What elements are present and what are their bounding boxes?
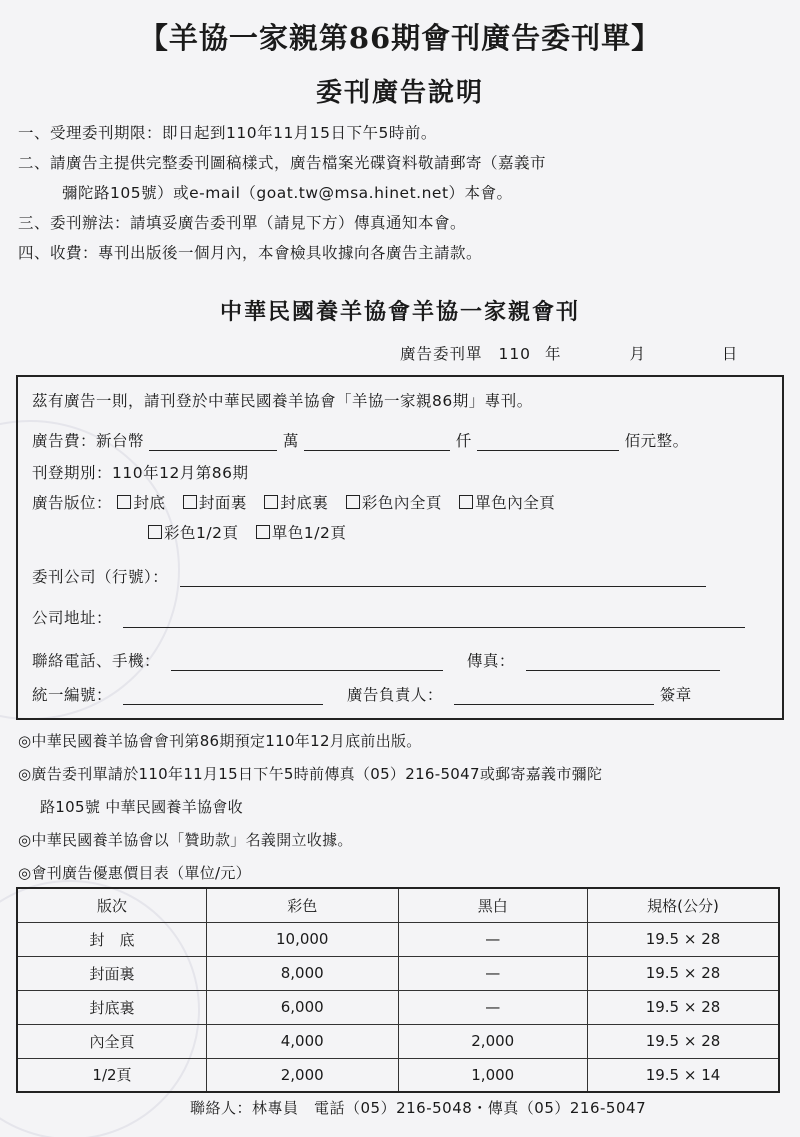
table-row <box>17 990 779 1024</box>
issue-row: 刊登期別：110年12月第86期 <box>32 464 249 482</box>
fee-qian-unit: 仟 <box>455 432 472 450</box>
date-month-unit: 月 <box>629 345 646 363</box>
fee-end-label: 佰元整。 <box>624 432 689 450</box>
instructions-list <box>18 118 798 268</box>
note-item: 路105號 中華民國養羊協會收 <box>40 798 243 816</box>
option-label: 封底裏 <box>280 494 329 512</box>
fax-field[interactable] <box>526 653 720 671</box>
table-cell: 6,000 <box>206 990 398 1024</box>
checkbox[interactable] <box>148 525 162 539</box>
form-date-line <box>400 342 780 364</box>
table-cell: 2,000 <box>398 1024 588 1058</box>
position-option[interactable] <box>264 491 328 513</box>
address-label: 公司地址： <box>32 609 113 627</box>
instruction-item: 一、受理委刊期限：即日起到110年11月15日下午5時前。 <box>18 124 437 142</box>
address-row <box>32 606 745 628</box>
option-label: 單色1/2頁 <box>271 524 347 542</box>
table-cell: — <box>398 922 588 956</box>
option-label: 彩色內全頁 <box>361 494 442 512</box>
fee-qian-field[interactable] <box>304 433 450 451</box>
date-year: 110 <box>498 345 532 363</box>
company-label: 委刊公司（行號）： <box>32 568 169 586</box>
company-row <box>32 565 706 587</box>
company-field[interactable] <box>180 569 706 587</box>
table-cell: 10,000 <box>206 922 398 956</box>
date-day-unit: 日 <box>721 345 739 363</box>
table-cell: — <box>398 990 588 1024</box>
tax-id-field[interactable] <box>123 687 323 705</box>
fee-wan-field[interactable] <box>149 433 277 451</box>
table-cell: 1,000 <box>398 1058 588 1092</box>
fee-wan-unit: 萬 <box>282 432 299 450</box>
phone-field[interactable] <box>171 653 443 671</box>
date-label: 廣告委刊單 <box>400 345 483 363</box>
table-row <box>17 922 779 956</box>
checkbox[interactable] <box>183 495 197 509</box>
position-row <box>32 491 567 513</box>
address-field[interactable] <box>123 610 745 628</box>
notes-list <box>18 725 798 890</box>
form-intro: 茲有廣告一則，請刊登於中華民國養羊協會「羊協一家親86期」專刊。 <box>32 392 533 410</box>
column-header: 規格(公分) <box>588 888 780 922</box>
table-cell: 2,000 <box>206 1058 398 1092</box>
person-label: 廣告負責人： <box>346 686 443 704</box>
instruction-item: 二、請廣告主提供完整委刊圖稿樣式，廣告檔案光碟資料敬請郵寄（嘉義市 <box>18 154 547 172</box>
table-cell: 19.5 × 14 <box>588 1058 780 1092</box>
fax-label: 傳真： <box>466 652 515 670</box>
table-row <box>17 956 779 990</box>
ad-order-form <box>16 375 784 720</box>
contact-footer: 聯絡人：林專員 電話（05）216-5048・傳真（05）216-5047 <box>190 1099 647 1117</box>
tax-row <box>32 683 692 705</box>
table-cell: 19.5 × 28 <box>588 1024 780 1058</box>
table-row <box>17 1058 779 1092</box>
note-item: ◎會刊廣告優惠價目表（單位/元） <box>18 864 251 882</box>
checkbox[interactable] <box>346 495 360 509</box>
fee-row <box>32 429 689 451</box>
price-table <box>16 887 780 1093</box>
table-cell: 封底裏 <box>17 990 206 1024</box>
instruction-item: 彌陀路105號）或e-mail（goat.tw@msa.hinet.net）本會。 <box>62 184 513 202</box>
position-option[interactable] <box>346 491 442 513</box>
fee-label: 廣告費：新台幣 <box>32 432 145 450</box>
option-label: 封底 <box>133 494 166 512</box>
column-header: 黑白 <box>398 888 588 922</box>
checkbox[interactable] <box>117 495 131 509</box>
checkbox[interactable] <box>264 495 278 509</box>
date-year-unit: 年 <box>544 345 562 363</box>
table-cell: 8,000 <box>206 956 398 990</box>
position-label: 廣告版位： <box>32 494 113 512</box>
fee-bai-field[interactable] <box>477 433 619 451</box>
table-cell: 封面裏 <box>17 956 206 990</box>
note-item: ◎中華民國養羊協會以「贊助款」名義開立收據。 <box>18 831 353 849</box>
position-option[interactable] <box>256 521 346 543</box>
table-row <box>17 1024 779 1058</box>
position-option[interactable] <box>117 491 165 513</box>
column-header: 版次 <box>17 888 206 922</box>
position-option[interactable] <box>459 491 555 513</box>
instruction-item: 四、收費：專刊出版後一個月內，本會檢具收據向各廣告主請款。 <box>18 244 483 262</box>
person-field[interactable] <box>454 687 654 705</box>
document-title: 【羊協一家親第86期會刊廣告委刊單】 <box>138 21 662 55</box>
column-header: 彩色 <box>206 888 398 922</box>
table-cell: 封 底 <box>17 922 206 956</box>
table-header-row <box>17 888 779 922</box>
checkbox[interactable] <box>256 525 270 539</box>
note-item: ◎廣告委刊單請於110年11月15日下午5時前傳真（05）216-5047或郵寄嘉義市彌陀 <box>18 765 603 783</box>
table-cell: — <box>398 956 588 990</box>
position-option[interactable] <box>183 491 247 513</box>
option-label: 單色內全頁 <box>475 494 556 512</box>
note-item: ◎中華民國養羊協會會刊第86期預定110年12月底前出版。 <box>18 732 422 750</box>
table-cell: 19.5 × 28 <box>588 956 780 990</box>
table-cell: 19.5 × 28 <box>588 922 780 956</box>
table-cell: 內全頁 <box>17 1024 206 1058</box>
phone-label: 聯絡電話、手機： <box>32 652 161 670</box>
form-title: 中華民國養羊協會羊協一家親會刊 <box>219 299 580 325</box>
position-row-2 <box>148 521 358 543</box>
seal-label: 簽章 <box>659 686 692 704</box>
table-cell: 1/2頁 <box>17 1058 206 1092</box>
position-option[interactable] <box>148 521 238 543</box>
section-title: 委刊廣告說明 <box>315 78 484 108</box>
checkbox[interactable] <box>459 495 473 509</box>
option-label: 封面裏 <box>198 494 247 512</box>
table-cell: 4,000 <box>206 1024 398 1058</box>
tax-id-label: 統一編號： <box>32 686 113 704</box>
instruction-item: 三、委刊辦法：請填妥廣告委刊單（請見下方）傳真通知本會。 <box>18 214 467 232</box>
option-label: 彩色1/2頁 <box>164 524 239 542</box>
table-cell: 19.5 × 28 <box>588 990 780 1024</box>
phone-row <box>32 649 720 671</box>
